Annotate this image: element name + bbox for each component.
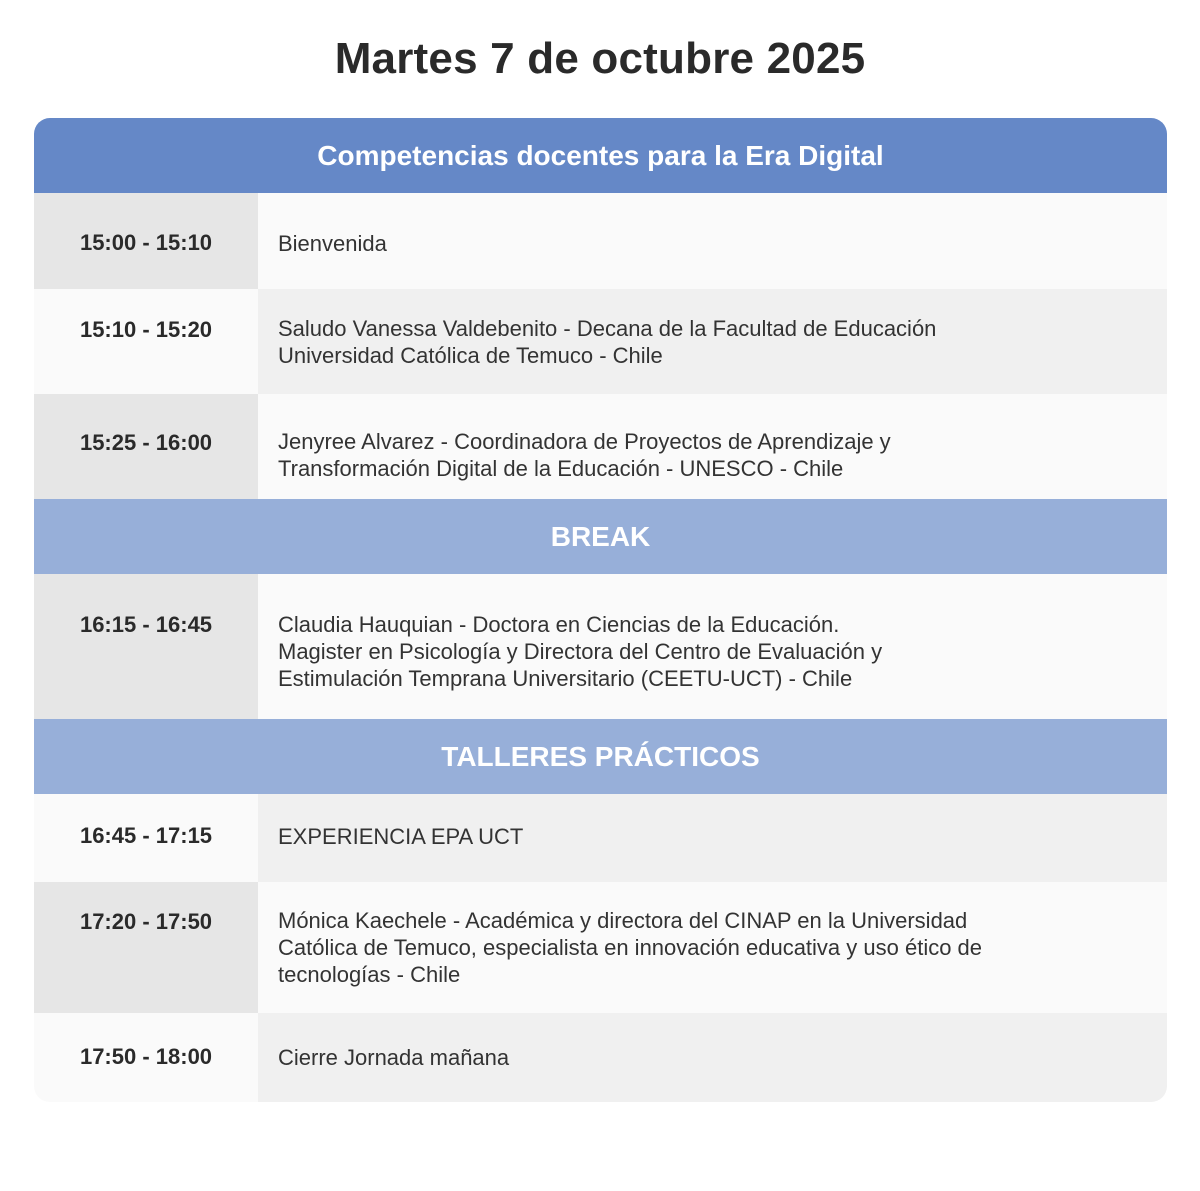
time-cell: 15:00 - 15:10 xyxy=(34,193,258,289)
time-cell: 16:45 - 17:15 xyxy=(34,794,258,882)
time-cell: 17:50 - 18:00 xyxy=(34,1013,258,1102)
schedule-row xyxy=(34,574,1167,719)
description-cell: Jenyree Alvarez - Coordinadora de Proyectos de Aprendizaje y Transformación Digital de la Educación - UNESCO - Chile xyxy=(258,394,1167,499)
time-cell: 16:15 - 16:45 xyxy=(34,574,258,719)
time-cell: 17:20 - 17:50 xyxy=(34,882,258,1013)
schedule-table xyxy=(34,118,1167,1102)
schedule-row xyxy=(34,1013,1167,1102)
page-title: Martes 7 de octubre 2025 xyxy=(334,34,866,83)
schedule-row xyxy=(34,193,1167,289)
schedule-row xyxy=(34,289,1167,394)
schedule-row xyxy=(34,794,1167,882)
section-break: BREAK xyxy=(34,499,1167,574)
description-cell: EXPERIENCIA EPA UCT xyxy=(258,794,1167,882)
section-workshops: TALLERES PRÁCTICOS xyxy=(34,719,1167,794)
description-cell: Mónica Kaechele - Académica y directora del CINAP en la Universidad Católica de Temuco, especialista en innovación educativa y uso ético de tecnologías - Chile xyxy=(258,882,1167,1013)
description-cell: Saludo Vanessa Valdebenito - Decana de la Facultad de Educación Universidad Católica de Temuco - Chile xyxy=(258,289,1167,394)
time-cell: 15:25 - 16:00 xyxy=(34,394,258,499)
description-cell: Claudia Hauquian - Doctora en Ciencias de la Educación. Magister en Psicología y Directora del Centro de Evaluación y Estimulación Temprana Universitario (CEETU-UCT) - Chile xyxy=(258,574,1167,719)
time-cell: 15:10 - 15:20 xyxy=(34,289,258,394)
description-cell: Cierre Jornada mañana xyxy=(258,1013,1167,1102)
description-cell: Bienvenida xyxy=(258,193,1167,289)
schedule-row xyxy=(34,882,1167,1013)
schedule-row xyxy=(34,394,1167,499)
schedule-header: Competencias docentes para la Era Digital xyxy=(34,118,1167,193)
